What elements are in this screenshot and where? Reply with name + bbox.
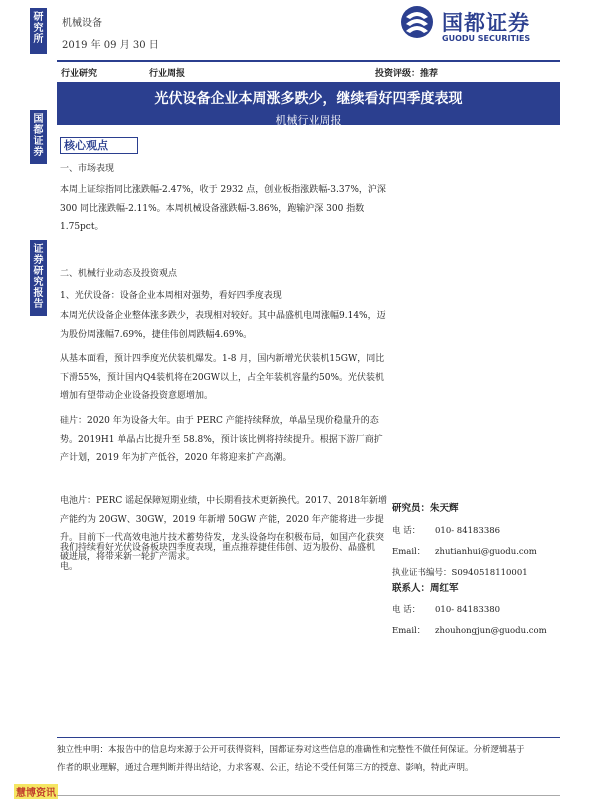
analyst-1-email-row <box>392 545 537 557</box>
guodu-logo-icon <box>400 5 434 39</box>
tag-industry-research: 行业研究 <box>61 69 98 79</box>
contact-person <box>392 580 547 636</box>
footer-watermark-tag: 慧博资讯 <box>14 784 58 799</box>
independence-disclaimer <box>57 737 560 777</box>
contact-email[interactable]: zhouhongjun@guodu.com <box>435 626 547 636</box>
disclaimer-line-1: 独立性申明：本报告中的信息均来源于公开可获得资料，国都证券对这些信息的准确性和完整性不做任何保证。分析逻辑基于 <box>57 745 525 755</box>
logo-text-cn: 国都证券 <box>442 11 530 35</box>
contact-tel: 010- 84183380 <box>435 605 501 615</box>
footer-rule <box>57 795 560 796</box>
analyst-1-email[interactable]: zhutianhui@guodu.com <box>435 547 537 557</box>
report-subtitle: 机械行业周报 <box>275 114 342 127</box>
tel-label: 电 话： <box>392 605 421 615</box>
logo-text-en: GUODU SECURITIES <box>442 34 531 43</box>
report-tag-bar <box>57 64 560 78</box>
section2-paragraph-2: 从基本面看，预计四季度光伏装机爆发。1-8 月，国内新增光伏装机15GW，同比下滑55%，预计国内Q4装机将在20GW以上，占全年装机容量约50%。光伏装机增加有望带动企业设备投资意愿增加。 <box>60 354 385 401</box>
sidebar-tab-research <box>30 8 47 54</box>
sidebar-tab-guodu <box>30 110 47 164</box>
sidebar-tab-label: 国都证券 <box>33 114 44 158</box>
section2-paragraph-4: 电池片：PERC 谣起保障短期业绩，中长期看技术更新换代。2017、2018年新增产能约为 20GW、30GW，2019 年新增 50GW 产能，2020 年产能将进一步提升。目前下一代高效电池片技术蓄势待发，龙头设备均在积极布局，如国产化获突破进展，将带来新一轮扩产需求。 <box>60 496 387 562</box>
disclaimer-line-2: 作者的职业理解，通过合理判断并得出结论，力求客观、公正，结论不受任何第三方的授意、影响，特此声明。 <box>57 763 474 773</box>
analyst-1 <box>392 500 537 578</box>
section1-title: 一、市场表现 <box>60 164 115 174</box>
analyst-1-cert-row <box>392 566 537 578</box>
contact-tel-row <box>392 603 547 615</box>
guodu-logo <box>400 5 560 49</box>
sidebar-tab-label: 证券研究报告 <box>33 244 44 310</box>
section2-paragraph-3: 硅片：2020 年为设备大年。由于 PERC 产能持续释放，单晶呈现价稳量升的态势。2019H1 单晶占比提升至 58.8%，预计该比例将持续提升。根据下游厂商扩产计划，2019 年为扩产低谷，2020 年将迎来扩产高潮。 <box>60 416 383 463</box>
report-title: 光伏设备企业本周涨多跌少，继续看好四季度表现 <box>154 91 463 107</box>
section2-paragraph-1: 本周光伏设备企业整体涨多跌少，表现相对较好。其中晶盛机电周涨幅9.14%，迈为股份周涨幅7.69%，捷佳伟创周跌幅4.69%。 <box>60 311 386 340</box>
core-views-heading: 核心观点 <box>60 137 138 154</box>
tag-weekly: 行业周报 <box>149 69 186 79</box>
tel-label: 电 话： <box>392 526 421 536</box>
industry-label: 机械设备 <box>62 18 102 29</box>
section2-paragraph-5: 我们持续看好光伏设备板块四季度表现，重点推荐捷佳伟创、迈为股份、晶盛机电。 <box>60 543 376 572</box>
report-date: 2019 年 09 月 30 日 <box>62 40 159 51</box>
section1-paragraph: 本周上证综指同比涨跌幅-2.47%，收于 2932 点，创业板指涨跌幅-3.37%，沪深 300 同比涨跌幅-2.11%。本周机械设备涨跌幅-3.86%，跑输沪深 300 指数 1.75pct。 <box>60 185 386 232</box>
email-label: Email： <box>392 626 426 636</box>
email-label: Email： <box>392 547 426 557</box>
sidebar-tab-label: 研究所 <box>33 12 44 45</box>
contact-name: 联系人：周红军 <box>392 583 459 594</box>
analyst-1-name: 研究员：朱天辉 <box>392 503 459 514</box>
section2-subtitle: 1、光伏设备：设备企业本周相对强势，看好四季度表现 <box>60 291 282 301</box>
contact-email-row <box>392 624 547 636</box>
analyst-1-tel-row <box>392 524 537 536</box>
cert-label: 执业证书编号： <box>392 568 452 578</box>
sidebar <box>0 0 47 800</box>
title-band <box>57 82 560 125</box>
analyst-1-tel: 010- 84183386 <box>435 526 501 536</box>
header-rule <box>57 60 560 62</box>
section2-title: 二、机械行业动态及投资观点 <box>60 269 178 279</box>
tag-rating: 投资评级：推荐 <box>375 69 439 79</box>
sidebar-tab-report <box>30 240 47 316</box>
analyst-1-cert: S0940518110001 <box>451 568 528 578</box>
